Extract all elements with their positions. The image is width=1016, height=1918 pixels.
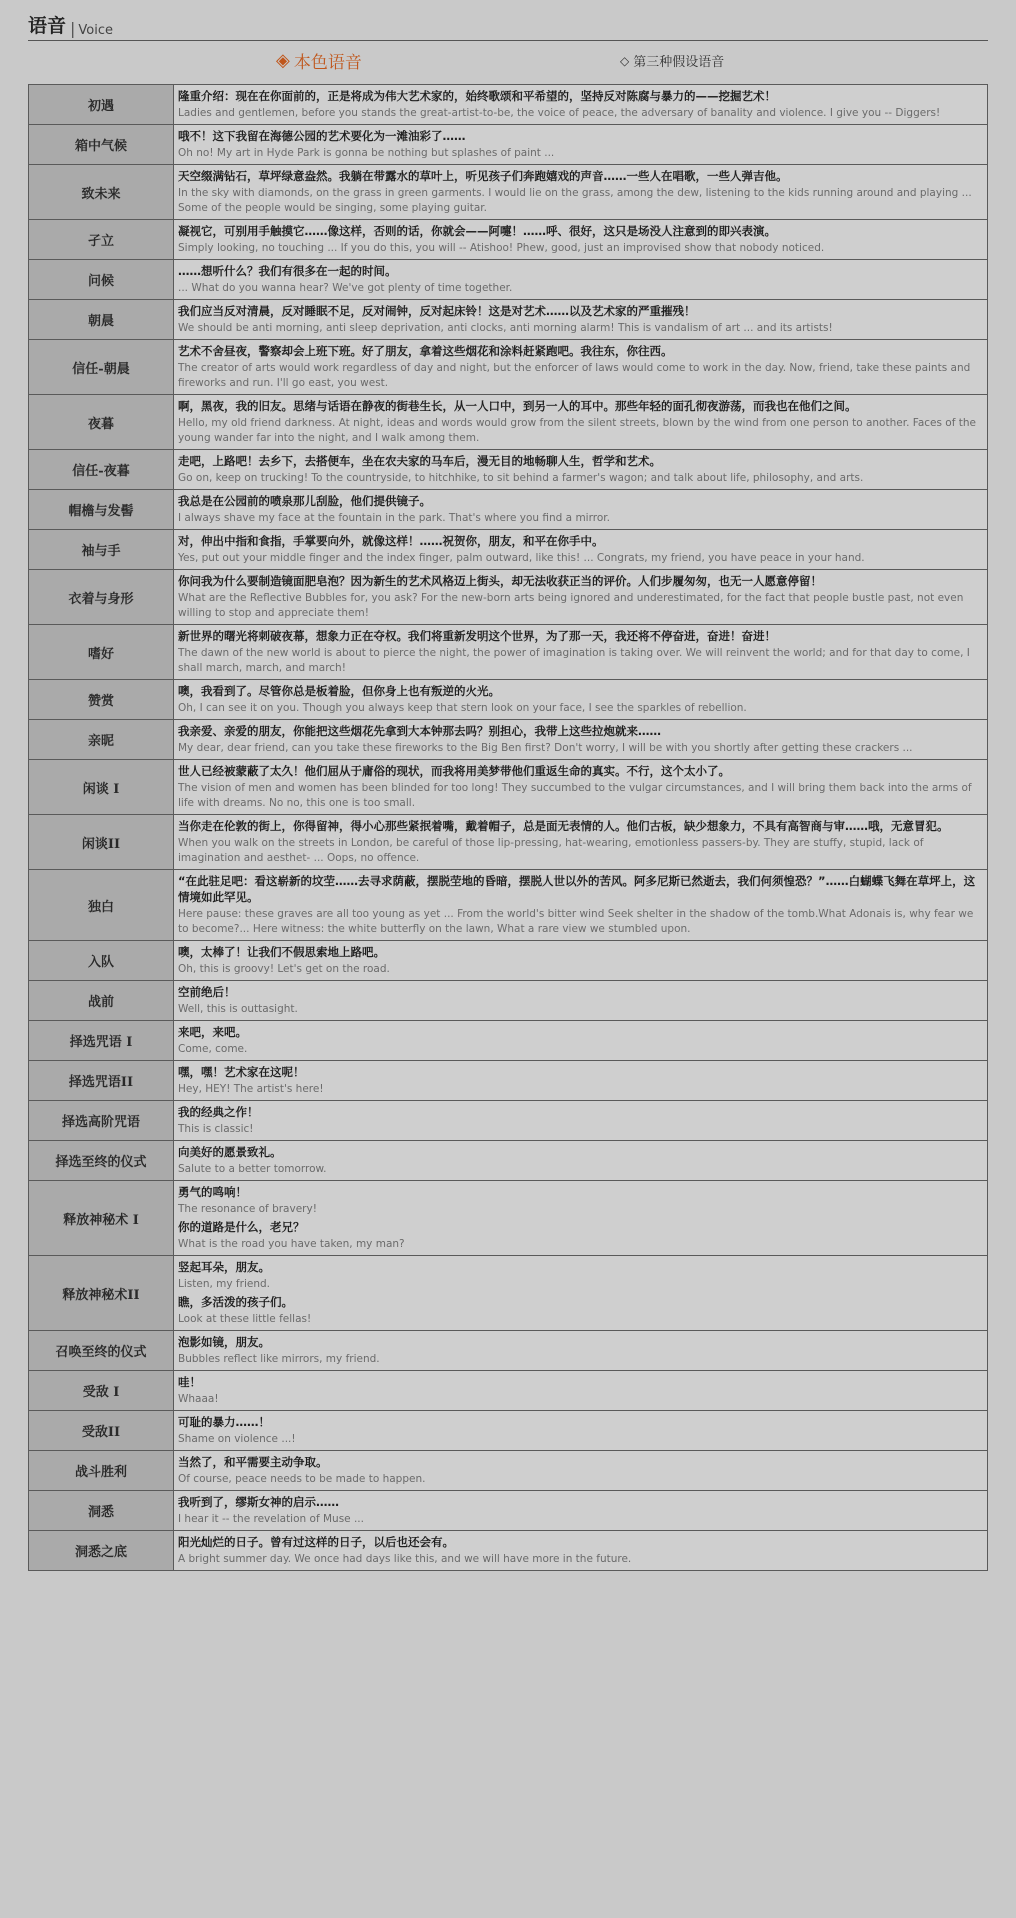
english-line: Hello, my old friend darkness. At night, ideas and words would grow from the silent streets, blown by the wind from one person to another. Faces of the young wander far into the night, and I walk among them. [178, 417, 976, 444]
voice-line [178, 1219, 983, 1252]
voice-line-cell [174, 870, 988, 941]
chinese-line: 来吧，来吧。 [178, 1025, 247, 1039]
english-line: The vision of men and women has been blinded for too long! They succumbed to the vulgar circumstances, and I will bring them back into the arms of life with dreams. No no, this one is too small. [178, 782, 972, 809]
voice-line [178, 1294, 983, 1327]
chinese-line: 可耻的暴力……！ [178, 1415, 270, 1429]
voice-line-cell [174, 1181, 988, 1256]
table-row [29, 760, 988, 815]
table-row [29, 85, 988, 125]
voice-line-cell [174, 85, 988, 125]
english-line: ... What do you wanna hear? We've got plenty of time together. [178, 282, 513, 294]
chinese-line: 隆重介绍：现在在你面前的，正是将成为伟大艺术家的，始终歌颂和平希望的，坚持反对陈腐与暴力的——挖掘艺术！ [178, 89, 776, 103]
voice-line [178, 573, 983, 621]
chinese-line: 哦不！这下我留在海德公园的艺术要化为一滩油彩了…… [178, 129, 466, 143]
voice-line [178, 1374, 983, 1407]
voice-trigger-name: 孑立 [29, 220, 174, 260]
english-line: A bright summer day. We once had days like this, and we will have more in the future. [178, 1553, 632, 1565]
chinese-line: 世人已经被蒙蔽了太久！他们屈从于庸俗的现状，而我将用美梦带他们重返生命的真实。不行，这个太小了。 [178, 764, 730, 778]
english-line: Of course, peace needs to be made to happen. [178, 1473, 426, 1485]
voice-line-cell [174, 981, 988, 1021]
voice-line-cell [174, 815, 988, 870]
table-row [29, 220, 988, 260]
english-line: Oh no! My art in Hyde Park is gonna be nothing but splashes of paint ... [178, 147, 555, 159]
voice-line [178, 453, 983, 486]
voice-line-cell [174, 1141, 988, 1181]
english-line: Oh, this is groovy! Let's get on the road. [178, 963, 390, 975]
table-row [29, 680, 988, 720]
voice-line-cell [174, 300, 988, 340]
chinese-line: 对，伸出中指和食指，手掌要向外，就像这样！……祝贺你，朋友，和平在你手中。 [178, 534, 604, 548]
tab-label: 第三种假设语音 [633, 55, 725, 70]
voice-line [178, 1024, 983, 1057]
voice-tabs [28, 48, 988, 76]
voice-line-cell [174, 1411, 988, 1451]
voice-line [178, 303, 983, 336]
page-header [28, 10, 988, 41]
voice-trigger-name: 择选咒语 I [29, 1021, 174, 1061]
voice-line-cell [174, 340, 988, 395]
table-row [29, 720, 988, 760]
table-row [29, 570, 988, 625]
english-line: Look at these little fellas! [178, 1313, 312, 1325]
voice-line [178, 628, 983, 676]
chinese-line: “在此驻足吧：看这崭新的坟茔……去寻求荫蔽，摆脱茔地的昏暗，摆脱人世以外的苦风。阿多尼斯已然逝去，我们何须惶恐？”……白蝴蝶飞舞在草坪上，这情境如此罕见。 [178, 874, 976, 904]
english-line: Oh, I can see it on you. Though you always keep that stern look on your face, I see the sparkles of rebellion. [178, 702, 747, 714]
voice-trigger-name: 受敌 I [29, 1371, 174, 1411]
table-row [29, 1411, 988, 1451]
english-line: This is classic! [178, 1123, 254, 1135]
english-line: Come, come. [178, 1043, 248, 1055]
voice-line-cell [174, 165, 988, 220]
english-line: The dawn of the new world is about to pierce the night, the power of imagination is taking over. We will reinvent the world; and for that day to come, I shall march, march, and march! [178, 647, 970, 674]
page-title: 语音 [28, 15, 67, 37]
voice-line-cell [174, 450, 988, 490]
voice-line [178, 128, 983, 161]
chinese-line: 新世界的曙光将刺破夜幕，想象力正在夺权。我们将重新发明这个世界，为了那一天，我还将不停奋进，奋进！奋进！ [178, 629, 776, 643]
voice-line [178, 1454, 983, 1487]
voice-trigger-name: 朝晨 [29, 300, 174, 340]
voice-trigger-name: 问候 [29, 260, 174, 300]
voice-trigger-name: 袖与手 [29, 530, 174, 570]
chinese-line: 噢，我看到了。尽管你总是板着脸，但你身上也有叛逆的火光。 [178, 684, 500, 698]
voice-trigger-name: 箱中气候 [29, 125, 174, 165]
table-row [29, 1451, 988, 1491]
voice-line-cell [174, 1371, 988, 1411]
table-row [29, 1141, 988, 1181]
tab-original-voice[interactable] [276, 48, 362, 73]
table-row [29, 490, 988, 530]
english-line: Hey, HEY! The artist's here! [178, 1083, 324, 1095]
voice-trigger-name: 闲谈 I [29, 760, 174, 815]
english-line: Well, this is outtasight. [178, 1003, 298, 1015]
table-row [29, 340, 988, 395]
voice-line-cell [174, 625, 988, 680]
english-line: Shame on violence ...! [178, 1433, 296, 1445]
voice-line-cell [174, 941, 988, 981]
table-row [29, 1061, 988, 1101]
voice-line [178, 168, 983, 216]
voice-trigger-name: 帽檐与发髻 [29, 490, 174, 530]
chinese-line: 啊，黑夜，我的旧友。思绪与话语在静夜的街巷生长，从一人口中，到另一人的耳中。那些年轻的面孔彻夜游荡，而我也在他们之间。 [178, 399, 857, 413]
table-row [29, 1531, 988, 1571]
english-line: Salute to a better tomorrow. [178, 1163, 327, 1175]
voice-trigger-name: 释放神秘术II [29, 1256, 174, 1331]
voice-trigger-name: 择选高阶咒语 [29, 1101, 174, 1141]
table-row [29, 530, 988, 570]
voice-line [178, 1104, 983, 1137]
voice-line-cell [174, 395, 988, 450]
chinese-line: 向美好的愿景致礼。 [178, 1145, 282, 1159]
table-row [29, 1101, 988, 1141]
voice-trigger-name: 嗜好 [29, 625, 174, 680]
english-line: Whaaa! [178, 1393, 219, 1405]
voice-trigger-name: 初遇 [29, 85, 174, 125]
english-line: Ladies and gentlemen, before you stands the great-artist-to-be, the voice of peace, the adversary of banality and violence. I give you -- Diggers! [178, 107, 941, 119]
voice-line [178, 1334, 983, 1367]
english-line: My dear, dear friend, can you take these fireworks to the Big Ben first? Don't worry, I will be with you shortly after getting these crackers ... [178, 742, 913, 754]
table-row [29, 395, 988, 450]
voice-line [178, 873, 983, 937]
voice-line-cell [174, 1531, 988, 1571]
voice-line-cell [174, 125, 988, 165]
tab-label: 本色语音 [293, 53, 362, 73]
chinese-line: 我亲爱、亲爱的朋友，你能把这些烟花先拿到大本钟那去吗？别担心，我带上这些拉炮就来…… [178, 724, 661, 738]
voice-line-cell [174, 530, 988, 570]
voice-line-cell [174, 1451, 988, 1491]
voice-line-cell [174, 1331, 988, 1371]
chinese-line: 当你走在伦敦的街上，你得留神，得小心那些紧抿着嘴，戴着帽子，总是面无表情的人。他们古板，缺少想象力，不具有高智商与审……哦，无意冒犯。 [178, 819, 949, 833]
english-line: What are the Reflective Bubbles for, you ask? For the new-born arts being ignored and underestimated, for the fact that people bustle past, not even willing to stop and appreciate them! [178, 592, 964, 619]
english-line: I hear it -- the revelation of Muse ... [178, 1513, 364, 1525]
voice-line-cell [174, 220, 988, 260]
english-line: What is the road you have taken, my man? [178, 1238, 405, 1250]
table-row [29, 260, 988, 300]
chinese-line: 你的道路是什么，老兄？ [178, 1220, 305, 1234]
chinese-line: 我们应当反对清晨，反对睡眠不足，反对闹钟，反对起床铃！这是对艺术……以及艺术家的严重摧残！ [178, 304, 696, 318]
voice-line-cell [174, 260, 988, 300]
english-line: Yes, put out your middle finger and the index finger, palm outward, like this! ... Congrats, my friend, you have peace in your hand. [178, 552, 865, 564]
voice-trigger-name: 受敌II [29, 1411, 174, 1451]
voice-line [178, 818, 983, 866]
english-line: Go on, keep on trucking! To the countryside, to hitchhike, to sit behind a farmer's wagon; and talk about life, philosophy, and arts. [178, 472, 864, 484]
chinese-line: 你问我为什么要制造镜面肥皂泡？因为新生的艺术风格迈上街头，却无法收获正当的评价。人们步履匆匆，也无一人愿意停留！ [178, 574, 822, 588]
chinese-line: 噢，太棒了！让我们不假思索地上路吧。 [178, 945, 385, 959]
chinese-line: 空前绝后！ [178, 985, 236, 999]
voice-trigger-name: 信任-夜暮 [29, 450, 174, 490]
voice-line [178, 1494, 983, 1527]
table-row [29, 1371, 988, 1411]
table-row [29, 1331, 988, 1371]
voice-trigger-name: 夜暮 [29, 395, 174, 450]
voice-line [178, 763, 983, 811]
chinese-line: ……想听什么？我们有很多在一起的时间。 [178, 264, 397, 278]
voice-trigger-name: 入队 [29, 941, 174, 981]
voice-line [178, 263, 983, 296]
table-row [29, 125, 988, 165]
voice-trigger-name: 召唤至终的仪式 [29, 1331, 174, 1371]
chinese-line: 我总是在公园前的喷泉那儿刮脸，他们提供镜子。 [178, 494, 431, 508]
voice-line-cell [174, 1101, 988, 1141]
table-row [29, 1256, 988, 1331]
page-subtitle: Voice [78, 23, 114, 38]
voice-trigger-name: 赞赏 [29, 680, 174, 720]
voice-trigger-name: 闲谈II [29, 815, 174, 870]
table-row [29, 300, 988, 340]
diamond-filled-icon: ◈ [276, 50, 290, 71]
chinese-line: 竖起耳朵，朋友。 [178, 1260, 270, 1274]
voice-line [178, 1259, 983, 1292]
english-line: We should be anti morning, anti sleep deprivation, anti clocks, anti morning alarm! This is vandalism of art ... and its artists! [178, 322, 833, 334]
english-line: I always shave my face at the fountain in the park. That's where you find a mirror. [178, 512, 610, 524]
voice-line [178, 533, 983, 566]
voice-trigger-name: 洞悉 [29, 1491, 174, 1531]
voice-trigger-name: 致未来 [29, 165, 174, 220]
voice-trigger-name: 亲昵 [29, 720, 174, 760]
voice-line-cell [174, 570, 988, 625]
voice-line-cell [174, 1491, 988, 1531]
voice-line [178, 343, 983, 391]
voice-line-cell [174, 720, 988, 760]
diamond-outline-icon: ◇ [620, 53, 630, 68]
voice-trigger-name: 战斗胜利 [29, 1451, 174, 1491]
voice-line [178, 223, 983, 256]
voice-line [178, 984, 983, 1017]
voice-line [178, 493, 983, 526]
voice-line [178, 1414, 983, 1447]
voice-trigger-name: 择选至终的仪式 [29, 1141, 174, 1181]
table-row [29, 1021, 988, 1061]
english-line: Listen, my friend. [178, 1278, 270, 1290]
voice-line-cell [174, 490, 988, 530]
chinese-line: 凝视它，可别用手触摸它……像这样，否则的话，你就会——阿嚏！……呼、很好，这只是场没人注意到的即兴表演。 [178, 224, 776, 238]
english-line: Here pause: these graves are all too young as yet ... From the world's bitter wind Seek shelter in the shadow of the tomb.What Adonais is, why fear we to become?... Here witness: the white butterfly on the lawn, What a rare view we stumbled upon. [178, 908, 974, 935]
voice-trigger-name: 信任-朝晨 [29, 340, 174, 395]
voice-trigger-name: 独白 [29, 870, 174, 941]
chinese-line: 艺术不舍昼夜，警察却会上班下班。好了朋友，拿着这些烟花和涂料赶紧跑吧。我往东，你往西。 [178, 344, 673, 358]
table-row [29, 165, 988, 220]
chinese-line: 走吧，上路吧！去乡下，去搭便车，坐在农夫家的马车后，漫无目的地畅聊人生，哲学和艺术。 [178, 454, 661, 468]
chinese-line: 我的经典之作！ [178, 1105, 259, 1119]
voice-line [178, 683, 983, 716]
chinese-line: 我听到了，缪斯女神的启示…… [178, 1495, 339, 1509]
voice-line [178, 398, 983, 446]
table-row [29, 1181, 988, 1256]
voice-trigger-name: 衣着与身形 [29, 570, 174, 625]
english-line: In the sky with diamonds, on the grass in green garments. I would lie on the grass, among the dew, listening to the kids running around and playing ... Some of the people would be singing, some playing guitar. [178, 187, 972, 214]
voice-line [178, 1144, 983, 1177]
chinese-line: 勇气的鸣响！ [178, 1185, 247, 1199]
voice-line-cell [174, 760, 988, 815]
english-line: Bubbles reflect like mirrors, my friend. [178, 1353, 380, 1365]
chinese-line: 哇！ [178, 1375, 201, 1389]
voice-trigger-name: 洞悉之底 [29, 1531, 174, 1571]
voice-line [178, 1534, 983, 1567]
table-row [29, 941, 988, 981]
voice-line-cell [174, 680, 988, 720]
voice-trigger-name: 战前 [29, 981, 174, 1021]
chinese-line: 瞧，多活泼的孩子们。 [178, 1295, 293, 1309]
voice-line [178, 88, 983, 121]
voice-line [178, 1064, 983, 1097]
chinese-line: 阳光灿烂的日子。曾有过这样的日子，以后也还会有。 [178, 1535, 454, 1549]
voice-trigger-name: 择选咒语II [29, 1061, 174, 1101]
table-row [29, 1491, 988, 1531]
chinese-line: 天空缀满钻石，草坪绿意盎然。我躺在带露水的草叶上，听见孩子们奔跑嬉戏的声音……一些人在唱歌，一些人弹吉他。 [178, 169, 788, 183]
english-line: When you walk on the streets in London, be careful of those lip-pressing, hat-wearing, emotionless passers-by. They are stuffy, stupid, lack of imagination and aesthet- ... Oops, no offence. [178, 837, 924, 864]
voice-line-cell [174, 1256, 988, 1331]
table-row [29, 981, 988, 1021]
tab-hypothesis-voice[interactable] [620, 51, 724, 70]
title-separator: | [70, 19, 76, 38]
chinese-line: 嘿，嘿！艺术家在这呢！ [178, 1065, 305, 1079]
english-line: Simply looking, no touching ... If you do this, you will -- Atishoo! Phew, good, just an improvised show that nobody noticed. [178, 242, 825, 254]
voice-line [178, 723, 983, 756]
english-line: The resonance of bravery! [178, 1203, 317, 1215]
table-row [29, 625, 988, 680]
chinese-line: 当然了，和平需要主动争取。 [178, 1455, 328, 1469]
voice-table [28, 84, 988, 1571]
voice-line [178, 1184, 983, 1217]
voice-line-cell [174, 1021, 988, 1061]
table-row [29, 450, 988, 490]
table-row [29, 815, 988, 870]
voice-line [178, 944, 983, 977]
english-line: The creator of arts would work regardless of day and night, but the enforcer of laws would come to work in the day. Now, friend, take these paints and fireworks and run. I'll go east, you west. [178, 362, 971, 389]
voice-line-cell [174, 1061, 988, 1101]
voice-trigger-name: 释放神秘术 I [29, 1181, 174, 1256]
chinese-line: 泡影如镜，朋友。 [178, 1335, 270, 1349]
table-row [29, 870, 988, 941]
